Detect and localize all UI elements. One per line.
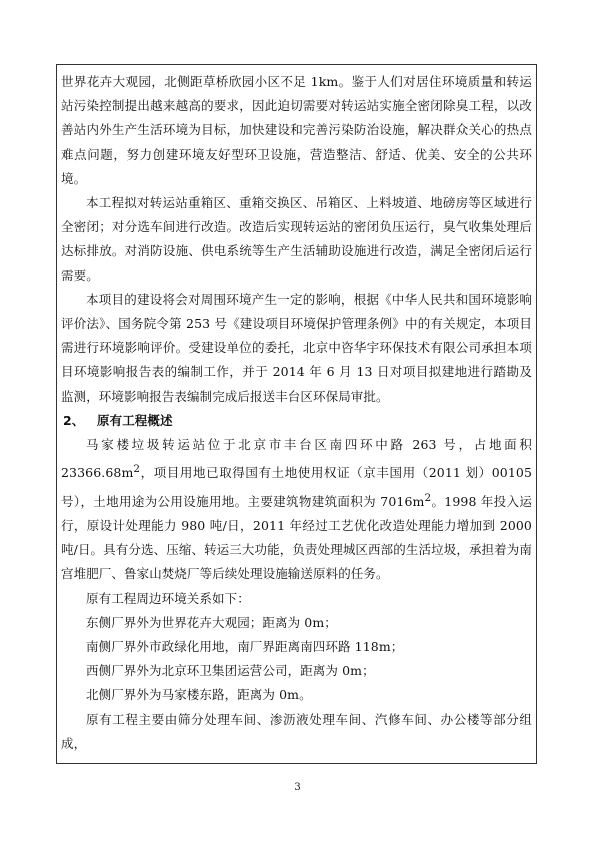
site-text-b: ，项目用地已取得国有土地使用权证（京丰国用（2011 划）00105 号），土地用途为公用设施用地。主要建筑物建筑面积为 7016m xyxy=(61,465,532,509)
section-number: 2、 xyxy=(63,412,85,428)
paragraph-facilities: 原有工程主要由筛分处理车间、渗沥液处理车间、汽修车间、办公楼等部分组成， xyxy=(61,711,532,751)
site-text-a: 马家楼垃圾转运站位于北京市丰台区南四环中路 263 号，占地面积 23366.68m xyxy=(61,437,532,481)
paragraph-site-overview xyxy=(61,433,532,587)
paragraph-west-boundary: 西侧厂界外为北京环卫集团运营公司，距离为 0m； xyxy=(86,663,375,679)
superscript-building-unit: 2 xyxy=(424,491,432,504)
section-heading xyxy=(61,409,532,433)
paragraph-south-boundary: 南侧厂界外市政绿化用地，南厂界距离南四环路 118m； xyxy=(86,638,404,654)
paragraph-north-boundary: 北侧厂界外为马家楼东路，距离为 0m。 xyxy=(86,687,312,703)
document-body xyxy=(61,70,532,756)
section-title: 原有工程概述 xyxy=(97,412,173,428)
paragraph-2: 本工程拟对转运站重箱区、重箱交换区、吊箱区、上料坡道、地磅房等区域进行全密闭；对分选车间进行改造。改造后实现转运站的密闭负压运行，臭气收集处理后达标排放。对消防设施、供电系统等生产生活辅助设施进行改造，满足全密闭后运行需要。 xyxy=(61,195,532,283)
page-number: 3 xyxy=(294,782,301,793)
paragraph-1: 世界花卉大观园，北侧距草桥欣园小区不足 1km。鉴于人们对居住环境质量和转运站污染控制提出越来越高的要求，因此迫切需要对转运站实施全密闭除臭工程，以改善站内外生产生活环境为目标，加快建设和完善污染防治设施，解决群众关心的热点难点问题，努力创建环境友好型环卫设施，营造整洁、舒适、优美、安全的公共环境。 xyxy=(61,74,532,186)
paragraph-east-boundary: 东侧厂界外为世界花卉大观园；距离为 0m； xyxy=(86,614,337,630)
site-text-c: 。1998 年投入运行，原设计处理能力 980 吨/日，2011 年经过工艺优化改造处理能力增加到 2000 吨/日。具有分选、压缩、转运三大功能，负责处理城区西部的生活垃圾，承担着为南宫堆肥厂、鲁家山焚烧厂等后续处理设施输送原料的任务。 xyxy=(61,493,532,582)
superscript-area-unit: 2 xyxy=(133,463,141,476)
paragraph-3: 本项目的建设将会对周围环境产生一定的影响，根据《中华人民共和国环境影响评价法》、国务院令第 253 号《建设项目环境保护管理条例》中的有关规定，本项目需进行环境影响评价。受建设单位的委托，北京中咨华宇环保技术有限公司承担本项目环境影响报告表的编制工作，并于 2014 年 6 月 13 日对项目拟建地进行踏勘及监测，环境影响报告表编制完成后报送丰台区环保局审批。 xyxy=(61,291,532,404)
paragraph-surroundings-intro: 原有工程周边环境关系如下： xyxy=(86,590,250,606)
document-frame xyxy=(56,64,537,764)
